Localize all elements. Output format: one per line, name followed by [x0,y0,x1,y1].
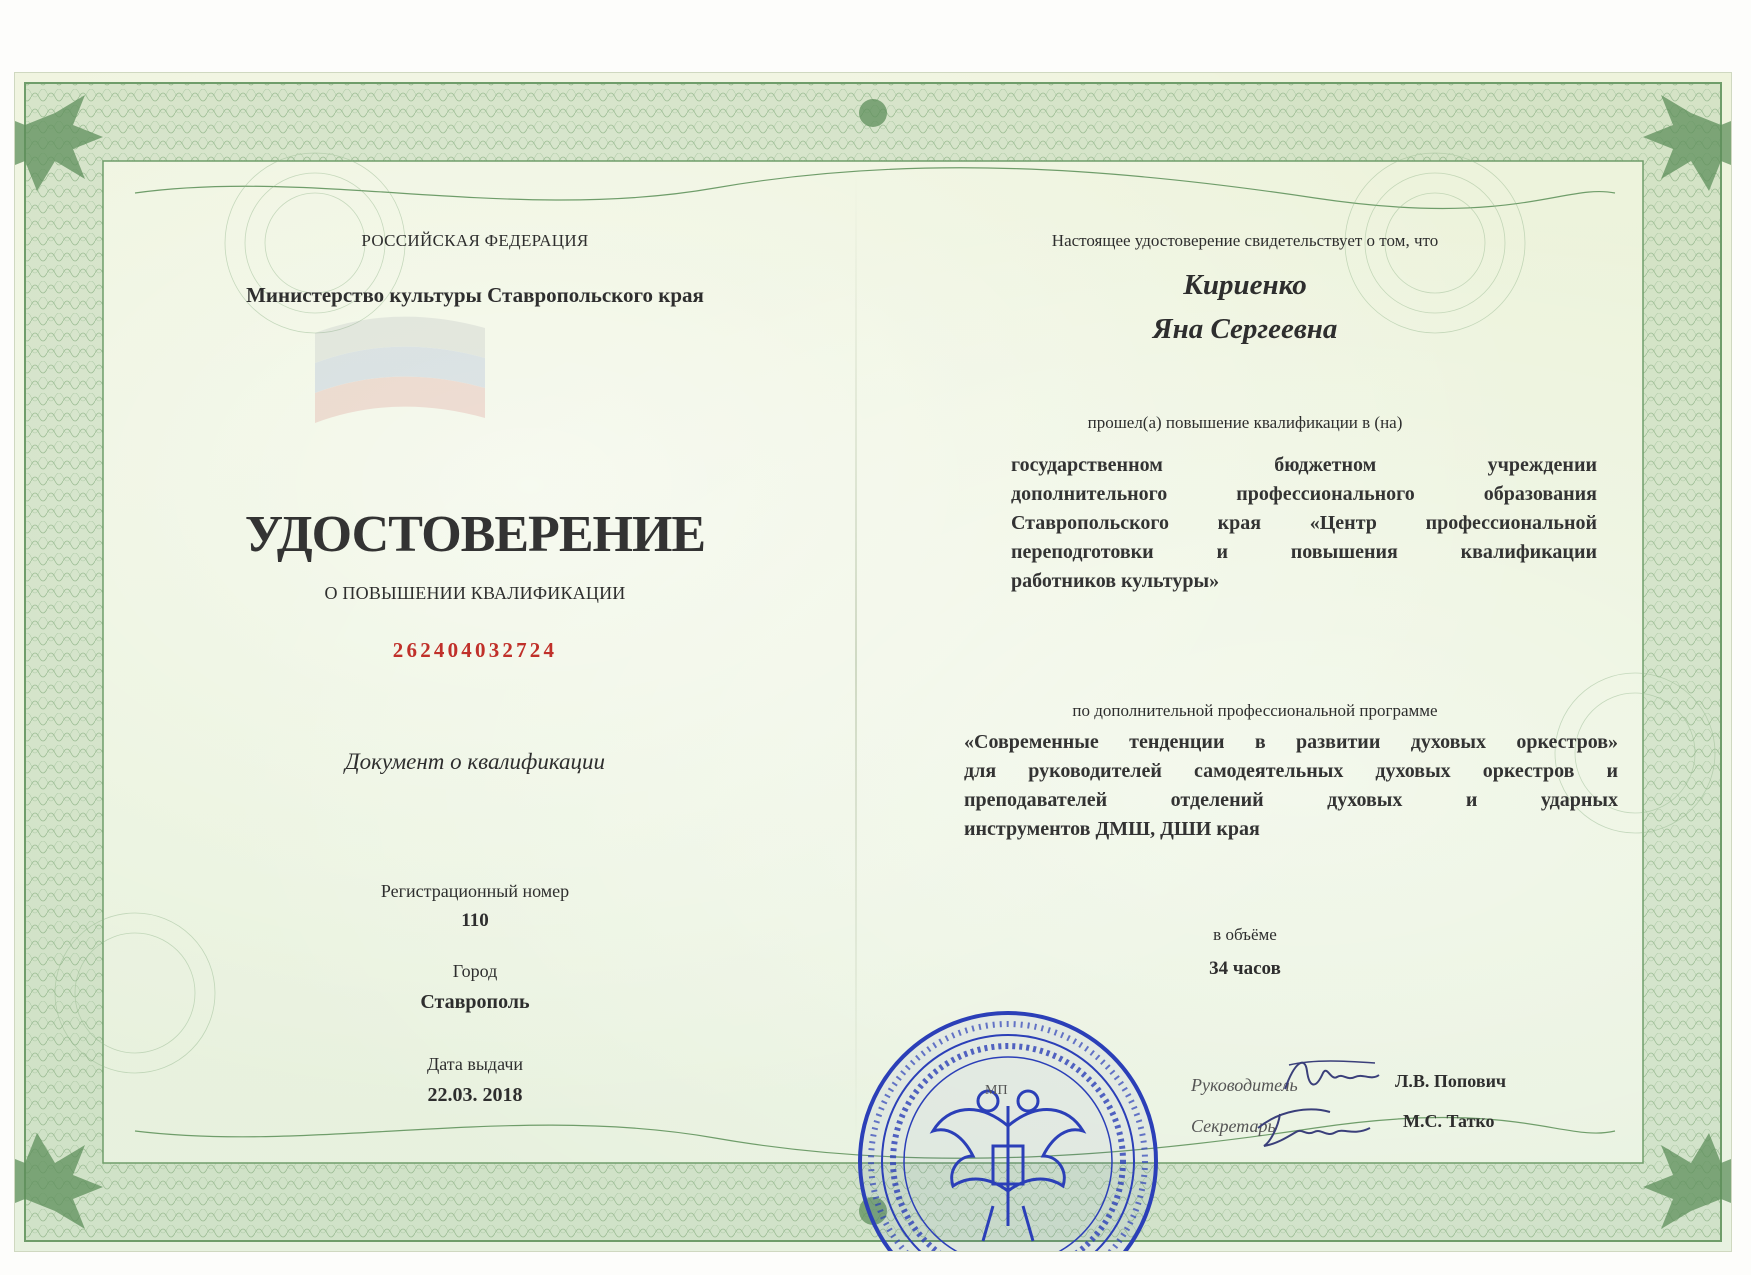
document-subtitle: О ПОВЫШЕНИИ КВАЛИФИКАЦИИ [324,583,626,603]
document-type: Документ о квалификации [344,749,606,774]
institution-line: Ставропольского края «Центр профессиональной [1011,512,1597,534]
head-signature [1275,1051,1385,1099]
program-line: для руководителей самодеятельных духовых оркестров и [964,760,1618,782]
issue-date-label: Дата выдачи [426,1054,524,1074]
holder-given-names: Яна Сергеевна [1152,313,1338,345]
serial-number: 262404032724 [392,638,558,662]
program-line: инструментов ДМШ, ДШИ края [964,818,1260,840]
volume-hours: 34 часов [1209,958,1281,979]
head-name: Л.В. Попович [1395,1071,1507,1091]
institution-line: государственном бюджетном учреждении [1011,454,1597,476]
ministry-name: Министерство культуры Ставропольского края [246,283,704,307]
institution-line: переподготовки и повышения квалификации [1011,541,1597,563]
program-line: преподавателей отделений духовых и ударных [964,789,1618,811]
holder-surname: Кириенко [1183,269,1307,301]
secretary-signature [1250,1098,1380,1153]
secretary-name: М.С. Татко [1403,1111,1495,1131]
passed-training-text: прошел(а) повышение квалификации в (на) [1087,413,1403,432]
document-title: УДОСТОВЕРЕНИЕ [244,506,706,563]
stamp-mark: МП [985,1083,1008,1098]
institution-name [1011,451,1597,596]
institution-line: работников культуры» [1011,570,1220,592]
program-label: по дополнительной профессиональной программе [1072,701,1438,720]
institution-line: дополнительного профессионального образования [1011,483,1597,505]
issue-date: 22.03. 2018 [427,1084,523,1106]
secretary-role: Секретарь [1191,1116,1276,1136]
official-stamp [853,1006,1163,1252]
city-label: Город [452,961,498,981]
country-label: РОССИЙСКАЯ ФЕДЕРАЦИЯ [361,231,589,250]
head-role: Руководитель [1191,1075,1298,1095]
volume-label: в объёме [1213,925,1277,944]
registration-number: 110 [461,910,489,931]
program-line: «Современные тенденции в развитии духовых оркестров» [964,731,1618,753]
certifies-text: Настоящее удостоверение свидетельствует о том, что [1051,231,1439,250]
city-value: Ставрополь [420,991,530,1013]
program-name [964,728,1618,844]
certificate-sheet [14,72,1732,1252]
registration-label: Регистрационный номер [380,881,570,901]
